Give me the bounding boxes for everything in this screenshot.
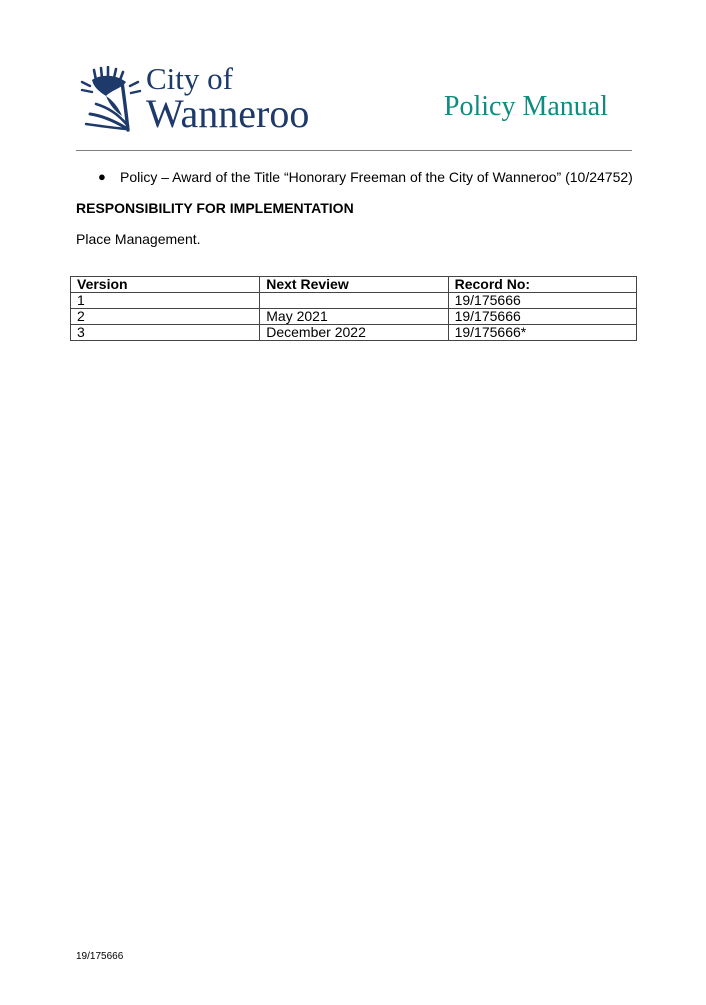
table-cell — [260, 293, 448, 309]
table-row — [71, 293, 637, 309]
table-cell: May 2021 — [260, 309, 448, 325]
table-cell: 19/175666* — [448, 325, 636, 341]
table-cell: December 2022 — [260, 325, 448, 341]
header-divider — [76, 150, 632, 151]
column-header: Next Review — [260, 277, 448, 293]
kangaroo-paw-icon — [76, 66, 142, 132]
list-item — [98, 168, 633, 186]
logo-text-city-of: City of — [146, 61, 233, 96]
table-cell: 1 — [71, 293, 260, 309]
bullet-icon: ● — [98, 169, 106, 184]
logo-text-wanneroo: Wanneroo — [146, 91, 310, 136]
reference-list — [98, 168, 633, 186]
page-title: Policy Manual — [443, 91, 608, 122]
table-cell: 19/175666 — [448, 309, 636, 325]
version-table — [70, 276, 637, 341]
reference-text: Policy – Award of the Title “Honorary Freeman of the City of Wanneroo” (10/24752) — [120, 169, 633, 185]
table-cell: 19/175666 — [448, 293, 636, 309]
section-heading: RESPONSIBILITY FOR IMPLEMENTATION — [76, 200, 354, 216]
column-header: Version — [71, 277, 260, 293]
table-row — [71, 325, 637, 341]
footer-record-number: 19/175666 — [76, 951, 124, 962]
table-cell: 3 — [71, 325, 260, 341]
section-body: Place Management. — [76, 231, 201, 247]
table-header-row — [71, 277, 637, 293]
city-of-wanneroo-logo — [76, 62, 326, 134]
table-row — [71, 309, 637, 325]
table-cell: 2 — [71, 309, 260, 325]
column-header: Record No: — [448, 277, 636, 293]
